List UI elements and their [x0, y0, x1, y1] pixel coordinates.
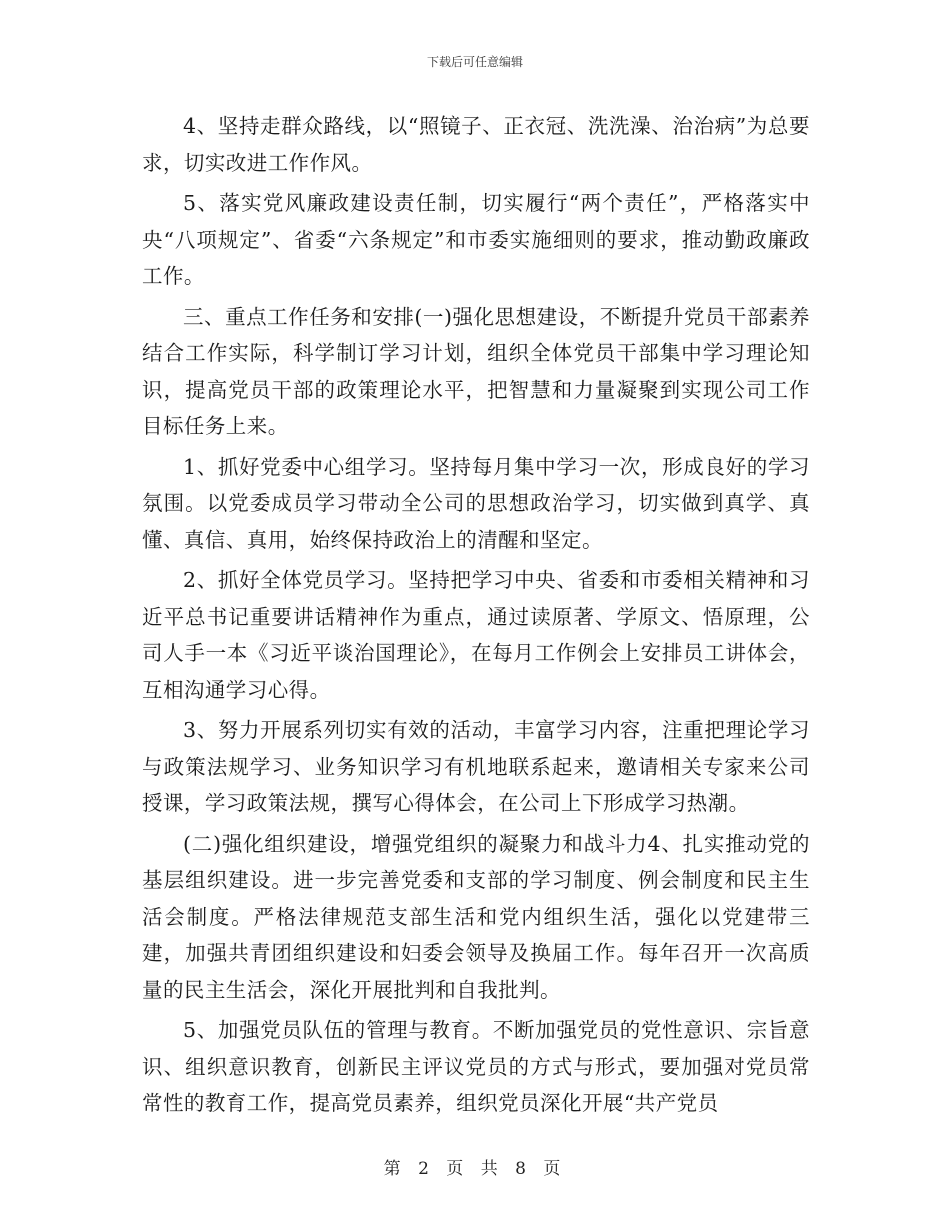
paragraph-7: (二)强化组织建设，增强党组织的凝聚力和战斗力4、扎实推动党的基层组织建设。进一步完善党委和支部的学习制度、例会制度和民主生活会制度。严格法律规范支部生活和党内组织生活，强化以党建带三建，加强共青团组织建设和妇委会领导及换届工作。每年召开一次高质量的民主生活会，深化开展批判和自我批判。 [142, 831, 810, 1002]
page-header: 下载后可任意编辑 [426, 55, 523, 69]
paragraph-6: 3、努力开展系列切实有效的活动，丰富学习内容，注重把理论学习与政策法规学习、业务知识学习有机地联系起来，邀请相关专家来公司授课，学习政策法规，撰写心得体会，在公司上下形成学习热潮。 [142, 718, 810, 815]
document-body [142, 108, 810, 1126]
paragraph-2: 5、落实党风廉政建设责任制，切实履行“两个责任”，严格落实中央“八项规定”、省委“六条规定”和市委实施细则的要求，推动勤政廉政工作。 [142, 191, 810, 288]
paragraph-8: 5、加强党员队伍的管理与教育。不断加强党员的党性意识、宗旨意识、组织意识教育，创新民主评议党员的方式与形式，要加强对党员常常性的教育工作，提高党员素养，组织党员深化开展“共产党员 [142, 1018, 810, 1115]
paragraph-4: 1、抓好党委中心组学习。坚持每月集中学习一次，形成良好的学习氛围。以党委成员学习带动全公司的思想政治学习，切实做到真学、真懂、真信、真用，始终保持政治上的清醒和坚定。 [142, 454, 810, 552]
paragraph-3: 三、重点工作任务和安排(一)强化思想建设，不断提升党员干部素养结合工作实际，科学制订学习计划，组织全体党员干部集中学习理论知识，提高党员干部的政策理论水平，把智慧和力量凝聚到实现公司工作目标任务上来。 [142, 304, 810, 438]
paragraph-5: 2、抓好全体党员学习。坚持把学习中央、省委和市委相关精神和习近平总书记重要讲话精神作为重点，通过读原著、学原文、悟原理，公司人手一本《习近平谈治国理论》，在每月工作例会上安排员工讲体会，互相沟通学习心得。 [142, 568, 810, 702]
paragraph-1: 4、坚持走群众路线，以“照镜子、正衣冠、洗洗澡、治治病”为总要求，切实改进工作作风。 [142, 114, 810, 175]
page-number-footer: 第 2 页 共 8 页 [383, 1159, 567, 1179]
